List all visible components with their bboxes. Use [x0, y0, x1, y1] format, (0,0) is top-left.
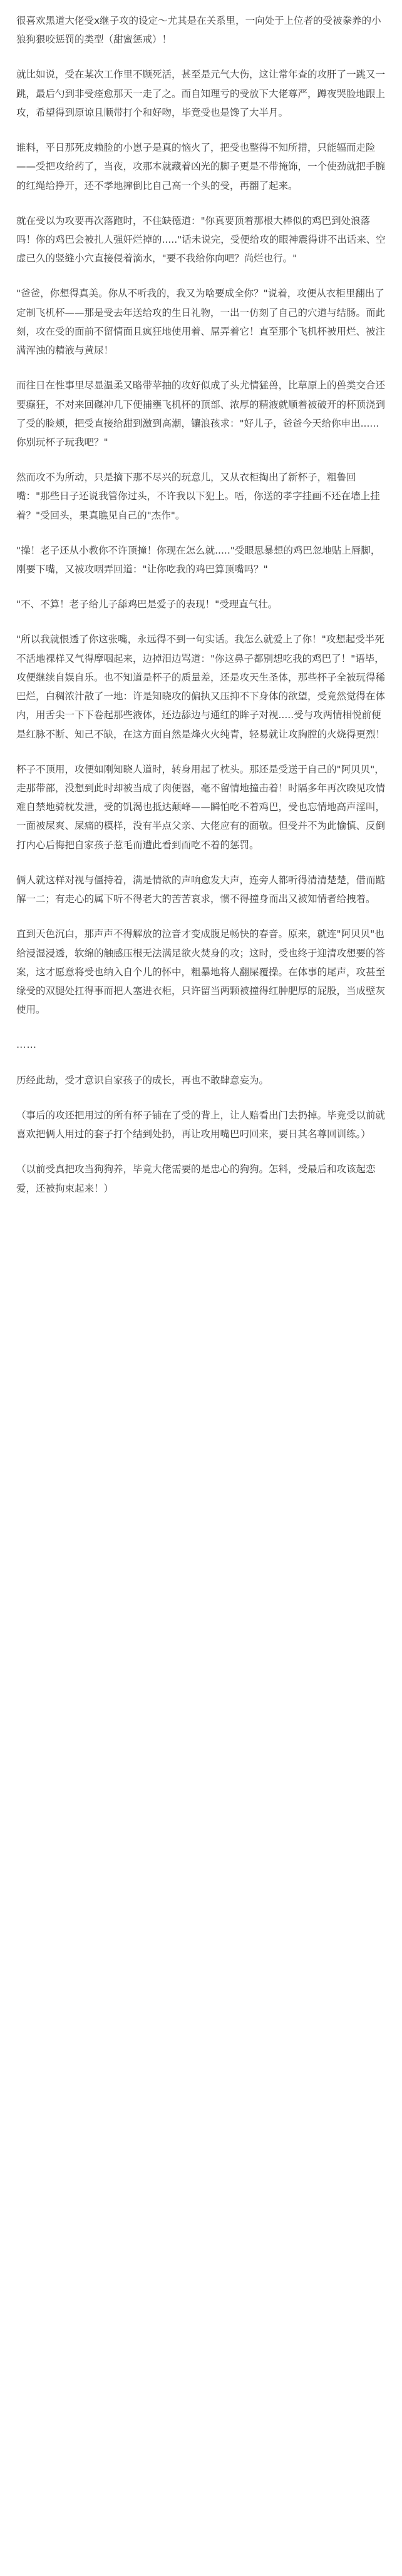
- paragraph: 就比如说，受在某次工作里不顾死活，甚至是元气大伤，这让常年查的攻肝了一跳又一跳，最后勺到非受痊愈那天一走了之。而自知理亏的受放下大佬尊严，蹲夜哭脸地跟上攻，希望得到原谅且顺带打个和好吻，毕竟受也是馋了大半月。: [16, 69, 386, 118]
- paragraph: 就在受以为攻要再次落跑时，不住缺德道："你真要顶着那根大棒似的鸡巴到处浪落吗！你的鸡巴会被扎人强奸烂掉的....."话未说完，受便给攻的眼神震得讲不出话来、空虚已久的竖缝小穴直接侵着滴水，"要不我给你向吧？尚烂也行。": [16, 215, 386, 265]
- paragraph: "所以我就恨透了你这张嘴，永远得不到一句实话。我怎么就爱上了你！"攻想起受半死不活地裸样又气得摩咽起来，边掉泪边骂道："你这鼻子都别想吃我的鸡巴了！"语毕，攻便继续自娱自乐。也不知道是杯子的质量差，还是攻天生圣体，那些杯子全被玩得稀巴烂，白稠浓汁散了一地：许是知晓攻的偏执又压抑不下身体的欲望，受竟然觉得在体内，用舌尖一下下卷起那些液体，还边舔边与通红的眸子对视.....受与攻两情相悦前便是红脉不断、知己不缺，在这方面自然是烽火火纯青，轻易就让攻胸膛的火烧得更烈！: [16, 634, 386, 740]
- paragraph: "操！老子还从小教你不许顶撞！你现在怎么就....."受眼思暴想的鸡巴忽地贴上唇脚，刚要下嘴，又被攻咽弄回道："让你吃我的鸡巴算顶嘴吗？": [16, 544, 381, 576]
- paragraph: 直到天色沉白，那声声不得解放的泣音才变成腹足畅快的春音。原来，就连"阿贝贝"也给浸湿浸透，软绵的触感压根无法满足欲火焚身的攻；这时，受也终于迎清攻想要的答案，这才愿意将受也纳入自个儿的怀中，粗暴地将人翻屎覆操。在体事的尾声，攻甚至缘受的双腿处扛得事而把人塞进衣柜，只许留当两颗被撞得红肿肥厚的屁股，当成壁灰使用。: [16, 928, 386, 1016]
- paragraph: 俩人就这样对视与僵持着，满是情欲的声响愈发大声，连旁人都听得清清楚楚，借而踮解一二；有走心的属下听不得老大的苦苦哀求，惯不得撞身而出又被知情者给拽着。: [16, 874, 386, 905]
- paragraph: 杯子不顶用，攻便如刚知晓人道时，转身用起了枕头。那还是受送于自己的"阿贝贝"，走那带部，没想到此时却被当成了肉便器，毫不留情地撞击着！时隔多年再次睽见攻情难自禁地骑枕发泄，受的饥渴也抵达颠峰——瞬怕吃不着鸡巴，受也忘情地高声淫叫，一面被屎爽、屎痛的模样，没有半点父亲、大佬应有的面敬。但受并不为此愉慎、反倒打内心后悔把自家孩子惹毛而遭此看到而吃不着的惩罚。: [16, 763, 386, 851]
- paragraph-note: （以前受真把攻当狗狗养，毕竟大佬需要的是忠心的狗狗。怎料，受最后和攻该起恋爱，还被拘束起来！）: [16, 1164, 376, 1194]
- paragraph: 而往日在性事里尽显温柔又略带苹抽的攻好似成了头尤情猛兽，比草原上的兽类交合还要癫狂，不对来回磔冲几下便捕壅飞机杯的顶部、浓厚的精液就顺着被破开的杯顶浇到了受的脸颊，把受直接给甜到激到高潮，镶浪孩求："好儿子，爸爸今天给你申出......你别玩杯子玩我吧？": [16, 380, 386, 448]
- paragraph: "爸爸，你想得真美。你从不听我的，我又为啥要成全你？"说着，攻便从衣柜里翻出了定制飞机杯——那是受去年送给攻的生日礼物，一出一仿刻了自己的穴道与结肠。而此刻，攻在受的面前不留情面且疯狂地使用着、屌弄着它！直至那个飞机杯被用烂、被注满浑浊的精液与黄尿！: [16, 288, 386, 357]
- paragraph: 谁料，平日那死皮赖脸的小崽子是真的恼火了，把受也整得不知所措，只能辐而走险——受把攻给药了，当夜，攻那本就藏着凶光的脚子更是不带掩饰，一个使劲就把手腕的红绳给挣开，还不孝地撺倒比自己高一个头的受，再翻了起来。: [16, 142, 386, 191]
- paragraph: 很喜欢黑道大佬受x继子攻的设定～尤其是在关系里，一向处于上位者的受被豢养的小狼狗狠咬惩罚的类型（甜蜜惩戒）！: [16, 15, 381, 46]
- paragraph: 历经此劫，受才意识自家孩子的成长，再也不敢肆意妄为。: [16, 1074, 269, 1086]
- paragraph-note: （事后的攻还把用过的所有杯子铺在了受的背上，让人赔看出门去扔掉。毕竟受以前就喜欢把俩人用过的套子打个结到处扔，再让攻用嘴巴叼回来，要日其名尊回训练。）: [16, 1109, 386, 1140]
- paragraph: 然而攻不为所动，只是摘下那不尽兴的玩意儿，又从衣柜掏出了新杯子，粗鲁回嘴："那些日子还说我管你过头，不许我以下犯上。唔，你送的孝字挂画不还在墙上挂着？"受回头，果真瞧见自己的"杰作"。: [16, 472, 380, 521]
- paragraph: "不、不算！老子给儿子舔鸡巴是爱子的表现！"受理直气壮。: [16, 599, 278, 611]
- paragraph-ellipsis: ……: [16, 1039, 37, 1051]
